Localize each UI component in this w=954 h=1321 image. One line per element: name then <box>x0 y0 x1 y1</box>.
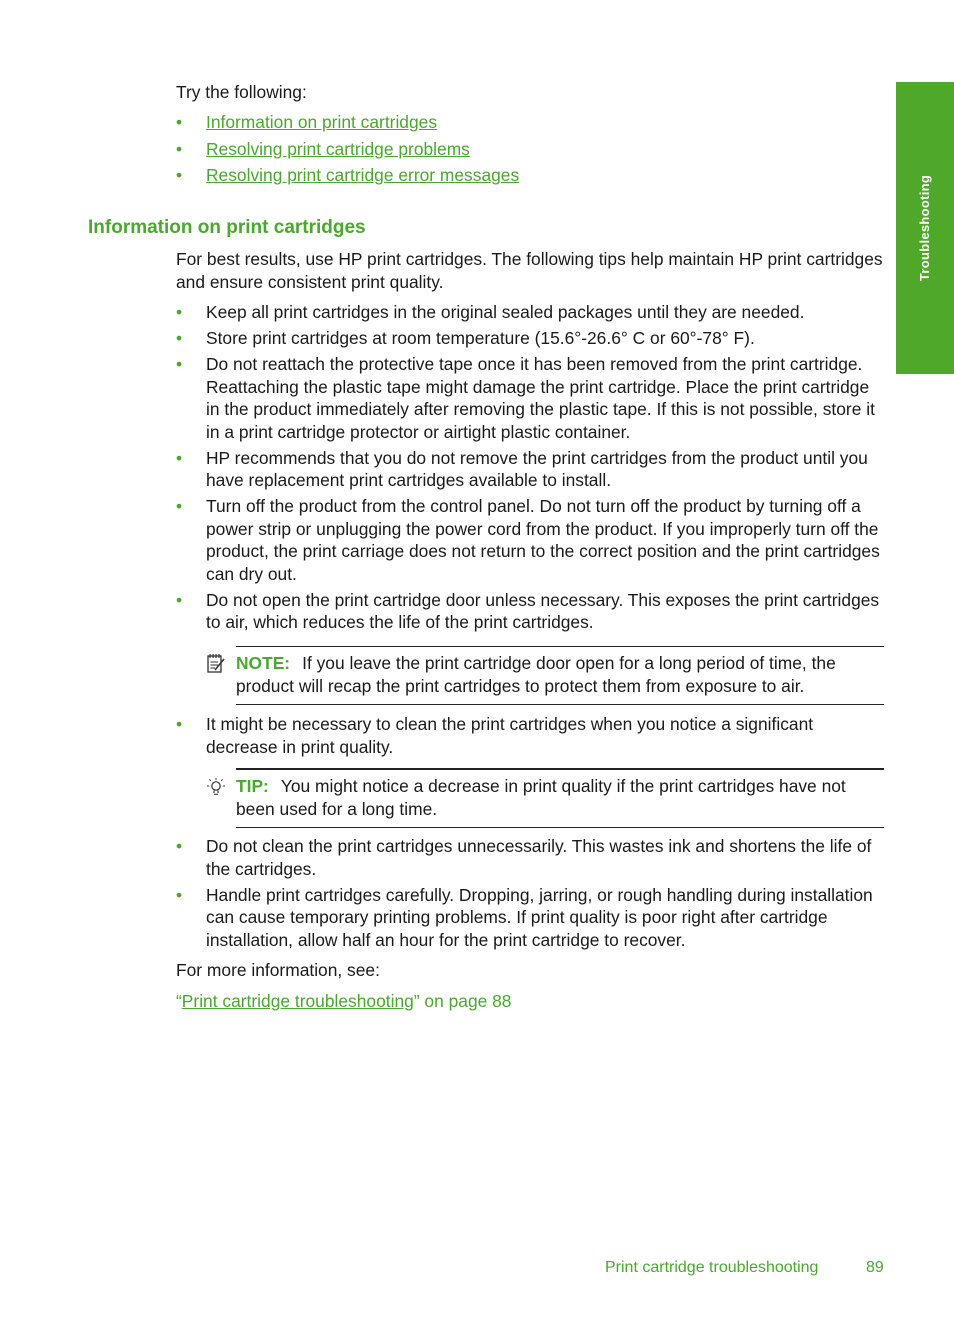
tip-text: Do not clean the print cartridges unnecessarily. This wastes ink and shortens the life of the cartridges. <box>206 836 872 879</box>
bullet-icon: • <box>176 884 183 905</box>
list-item <box>176 835 886 880</box>
list-item <box>176 589 886 634</box>
tip-top-rule <box>236 768 884 770</box>
list-item <box>176 111 886 134</box>
footer-page-number: 89 <box>866 1259 884 1276</box>
related-links-list <box>176 111 886 191</box>
tip-text: Do not open the print cartridge door unless necessary. This exposes the print cartridges to air, which reduces the life of the print cartridges. <box>206 589 880 632</box>
tip-callout <box>236 768 884 828</box>
xref-open-quote: “ <box>176 991 182 1011</box>
tip-bottom-rule <box>236 827 884 828</box>
bullet-icon: • <box>176 302 183 322</box>
bullet-icon: • <box>176 165 183 185</box>
list-item <box>176 884 886 952</box>
list-item <box>176 353 886 443</box>
bullet-icon: • <box>176 112 183 132</box>
list-item <box>176 327 886 350</box>
lightbulb-icon <box>206 777 226 799</box>
bullet-icon: • <box>176 496 183 516</box>
link-resolving-problems[interactable]: Resolving print cartridge problems <box>206 138 470 159</box>
note-body <box>236 652 884 697</box>
bullet-icon: • <box>176 354 183 374</box>
tips-list-3 <box>176 835 886 955</box>
list-item <box>176 164 886 187</box>
note-bottom-rule <box>236 704 884 705</box>
note-callout <box>236 646 884 705</box>
bullet-icon: • <box>176 836 183 856</box>
list-item <box>176 495 886 585</box>
xref-link[interactable]: Print cartridge troubleshooting <box>181 991 414 1011</box>
tip-text: You might notice a decrease in print quality if the print cartridges have not been used for a long time. <box>236 776 846 819</box>
bullet-icon: • <box>176 714 183 734</box>
tip-text: Keep all print cartridges in the original sealed packages until they are needed. <box>206 302 805 322</box>
footer-section-title: Print cartridge troubleshooting <box>605 1259 819 1276</box>
tip-text: Turn off the product from the control panel. Do not turn off the product by turning off a power strip or unplugging the power cord from the product. If you improperly turn off the product, the print carriage does not return to the correct position and the print cartridges can dry out. <box>206 496 880 584</box>
tips-list-2 <box>176 713 886 762</box>
note-text: If you leave the print cartridge door open for a long period of time, the product will recap the print cartridges to protect them from exposure to air. <box>236 653 836 696</box>
bullet-icon: • <box>176 138 183 159</box>
link-resolving-error-messages[interactable]: Resolving print cartridge error messages <box>206 165 520 185</box>
note-top-rule <box>236 646 884 647</box>
tip-text: Store print cartridges at room temperature (15.6°-26.6° C or 60°-78° F). <box>206 328 755 348</box>
list-item <box>176 713 886 758</box>
tip-text: HP recommends that you do not remove the print cartridges from the product until you have replacement print cartridges available to install. <box>206 447 868 490</box>
bullet-icon: • <box>176 447 183 468</box>
side-tab-label: Troubleshooting <box>916 174 932 282</box>
note-label: NOTE: <box>236 653 291 673</box>
list-item <box>176 447 886 492</box>
tip-text: Do not reattach the protective tape once it has been removed from the print cartridge. Reattaching the plastic tape might damage the print cartridge. Place the print cartridge in the product immediately after removing the plastic tape. If this is not possible, store it in a print cartridge protector or airtight plastic container. <box>206 354 875 442</box>
note-pad-icon <box>206 652 226 674</box>
intro-text: Try the following: <box>176 82 307 102</box>
tip-body <box>236 775 884 820</box>
more-info-text: For more information, see: <box>176 960 380 980</box>
cross-reference <box>176 990 886 1013</box>
tips-list-1 <box>176 301 886 637</box>
list-item <box>176 138 886 161</box>
bullet-icon: • <box>176 328 183 348</box>
side-tab <box>896 82 954 374</box>
section-heading: Information on print cartridges <box>88 217 366 238</box>
tip-label: TIP: <box>236 776 269 796</box>
tip-text: It might be necessary to clean the print cartridges when you notice a significant decrease in print quality. <box>206 714 814 757</box>
link-information-on-print-cartridges[interactable]: Information on print cartridges <box>206 112 438 132</box>
section-intro: For best results, use HP print cartridges. The following tips help maintain HP print cartridges and ensure consistent print quality. <box>176 249 883 292</box>
list-item <box>176 301 886 324</box>
xref-suffix: ” on page 88 <box>413 991 512 1011</box>
bullet-icon: • <box>176 589 183 610</box>
tip-text: Handle print cartridges carefully. Dropping, jarring, or rough handling during installation can cause temporary printing problems. If print quality is poor right after cartridge installation, allow half an hour for the print cartridge to recover. <box>206 884 873 950</box>
